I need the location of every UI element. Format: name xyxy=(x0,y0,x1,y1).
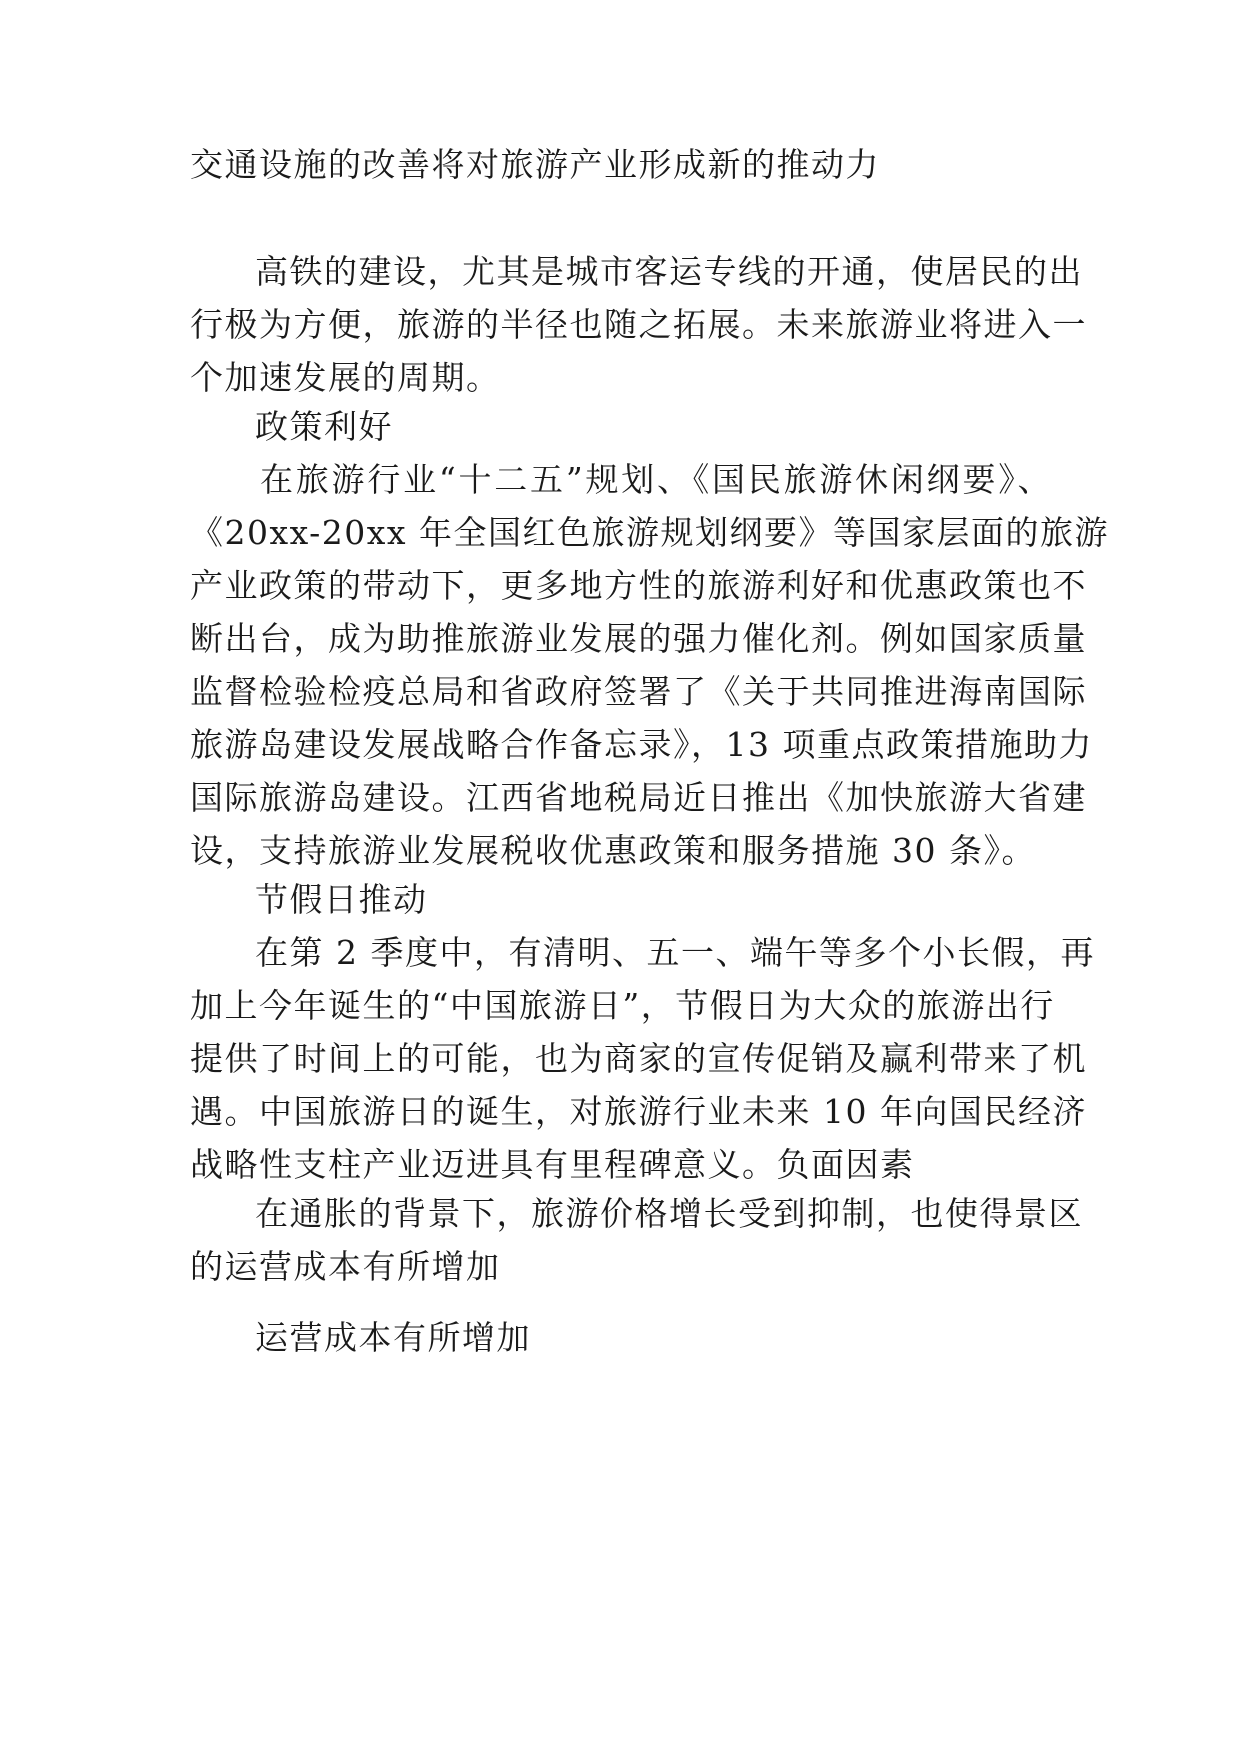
paragraph-line: 断出台，成为助推旅游业发展的强力催化剂。例如国家质量 xyxy=(190,619,1087,658)
paragraph-line: 个加速发展的周期。 xyxy=(190,358,501,397)
section-heading-holiday: 节假日推动 xyxy=(255,880,428,919)
paragraph-line: 国际旅游岛建设。江西省地税局近日推出《加快旅游大省建 xyxy=(190,778,1087,817)
paragraph-line: 旅游岛建设发展战略合作备忘录》，13 项重点政策措施助力 xyxy=(190,725,1093,764)
paragraph-line: 在旅游行业“十二五”规划、《国民旅游休闲纲要》、 xyxy=(260,460,1052,499)
paragraph-line: 在通胀的背景下，旅游价格增长受到抑制，也使得景区 xyxy=(255,1194,1083,1233)
paragraph-line: 产业政策的带动下，更多地方性的旅游利好和优惠政策也不 xyxy=(190,566,1087,605)
paragraph-line: 战略性支柱产业迈进具有里程碑意义。负面因素 xyxy=(190,1145,915,1184)
paragraph-line: 监督检验检疫总局和省政府签署了《关于共同推进海南国际 xyxy=(190,672,1087,711)
paragraph-line: 高铁的建设，尤其是城市客运专线的开通，使居民的出 xyxy=(255,252,1083,291)
paragraph-line: 遇。中国旅游日的诞生，对旅游行业未来 10 年向国民经济 xyxy=(190,1092,1087,1131)
paragraph-line: 《20xx-20xx 年全国红色旅游规划纲要》等国家层面的旅游 xyxy=(190,513,1109,552)
paragraph-line: 运营成本有所增加 xyxy=(255,1318,531,1357)
paragraph-line: 加上今年诞生的“中国旅游日”，节假日为大众的旅游出行 xyxy=(190,986,1055,1025)
paragraph-line: 在第 2 季度中，有清明、五一、端午等多个小长假，再 xyxy=(255,933,1095,972)
paragraph-line: 设，支持旅游业发展税收优惠政策和服务措施 30 条》。 xyxy=(190,831,1036,870)
paragraph-line: 的运营成本有所增加 xyxy=(190,1247,501,1286)
paragraph-line: 行极为方便，旅游的半径也随之拓展。未来旅游业将进入一 xyxy=(190,305,1087,344)
section-heading-transport: 交通设施的改善将对旅游产业形成新的推动力 xyxy=(190,145,880,184)
paragraph-line: 提供了时间上的可能，也为商家的宣传促销及赢利带来了机 xyxy=(190,1039,1087,1078)
section-heading-policy: 政策利好 xyxy=(255,407,393,446)
